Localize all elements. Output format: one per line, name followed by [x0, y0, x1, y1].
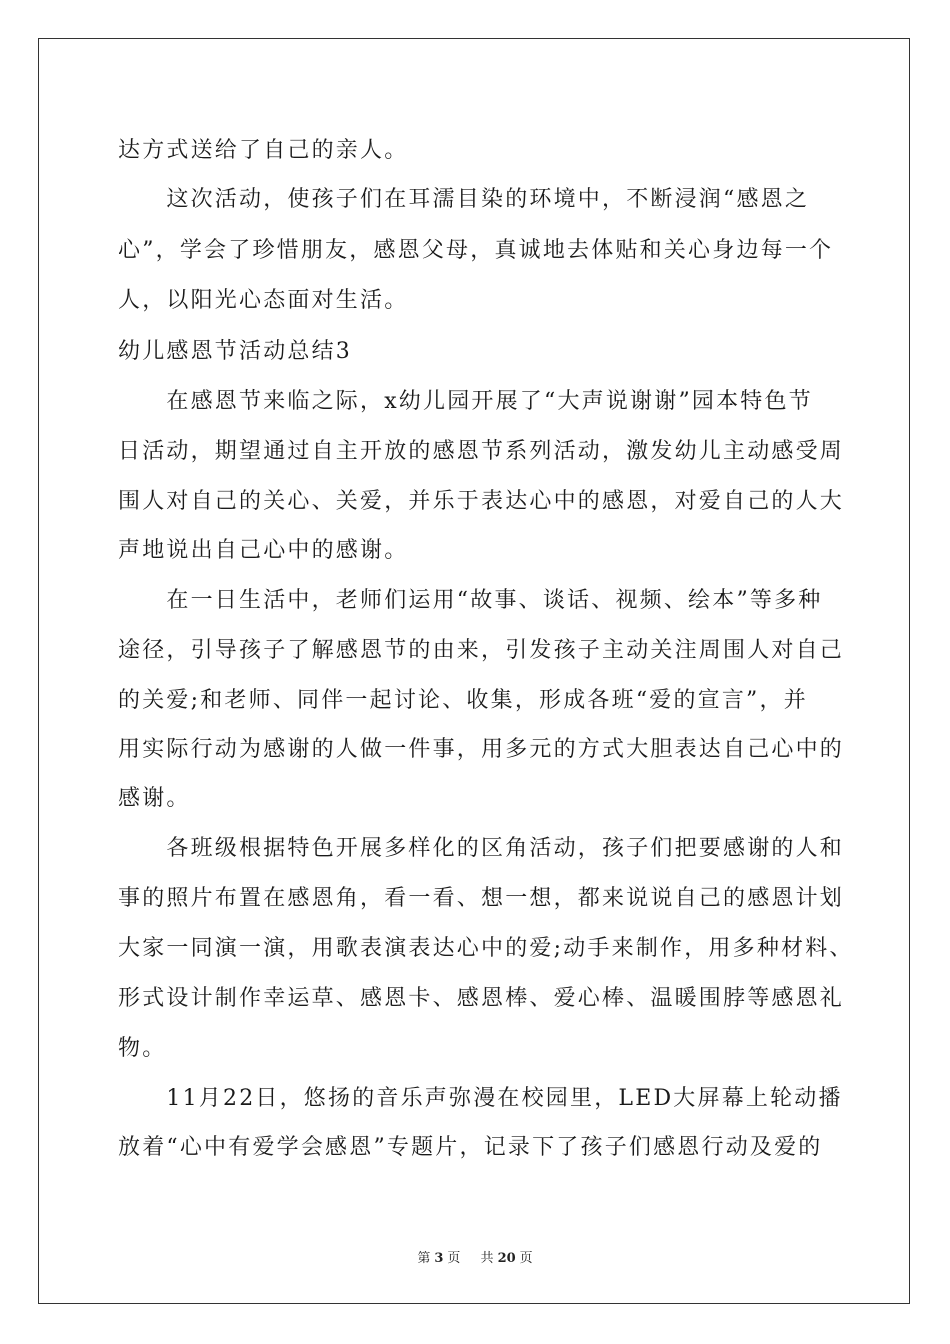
text-line: 围人对自己的关心、关爱，并乐于表达心中的感恩，对爱自己的人大	[118, 489, 845, 514]
text-line: 形式设计制作幸运草、感恩卡、感恩棒、爱心棒、温暖围脖等感恩礼	[118, 986, 845, 1011]
page-suffix: 页	[447, 1251, 461, 1266]
page-prefix: 第	[417, 1251, 431, 1266]
text-line: 途径，引导孩子了解感恩节的由来，引发孩子主动关注周围人对自己	[118, 638, 845, 663]
text-line: 在感恩节来临之际，x幼儿园开展了“大声说谢谢”园本特色节	[118, 389, 813, 414]
text-line: 心”，学会了珍惜朋友，感恩父母，真诚地去体贴和关心身边每一个	[118, 238, 834, 263]
text-line: 达方式送给了自己的亲人。	[118, 138, 409, 163]
text-line: 这次活动，使孩子们在耳濡目染的环境中，不断浸润“感恩之	[118, 187, 810, 212]
text-line: 日活动，期望通过自主开放的感恩节系列活动，激发幼儿主动感受周	[118, 439, 845, 464]
total-pages: 20	[497, 1251, 516, 1266]
text-line: 的关爱;和老师、同伴一起讨论、收集，形成各班“爱的宣言”，并	[118, 688, 808, 713]
text-line: 事的照片布置在感恩角，看一看、想一想，都来说说自己的感恩计划	[118, 886, 845, 911]
total-indicator	[477, 1251, 537, 1266]
text-line: 物。	[118, 1036, 167, 1061]
page-footer	[0, 1247, 950, 1266]
text-line: 声地说出自己心中的感谢。	[118, 538, 409, 563]
text-line: 11月22日，悠扬的音乐声弥漫在校园里，LED大屏幕上轮动播	[118, 1086, 843, 1111]
text-line: 大家一同演一演，用歌表演表达心中的爱;动手来制作，用多种材料、	[118, 936, 854, 961]
page-number: 3	[434, 1251, 444, 1266]
page-indicator	[413, 1251, 464, 1266]
section-heading: 幼儿感恩节活动总结3	[118, 339, 352, 364]
text-line: 在一日生活中，老师们运用“故事、谈话、视频、绘本”等多种	[118, 588, 823, 613]
total-suffix: 页	[519, 1251, 533, 1266]
total-prefix: 共	[480, 1251, 494, 1266]
text-line: 感谢。	[118, 786, 191, 811]
text-line: 人，以阳光心态面对生活。	[118, 288, 409, 313]
page-border	[38, 38, 910, 1304]
text-line: 放着“心中有爱学会感恩”专题片，记录下了孩子们感恩行动及爱的	[118, 1135, 823, 1160]
text-line: 各班级根据特色开展多样化的区角活动，孩子们把要感谢的人和	[118, 836, 845, 861]
text-line: 用实际行动为感谢的人做一件事，用多元的方式大胆表达自己心中的	[118, 737, 845, 762]
